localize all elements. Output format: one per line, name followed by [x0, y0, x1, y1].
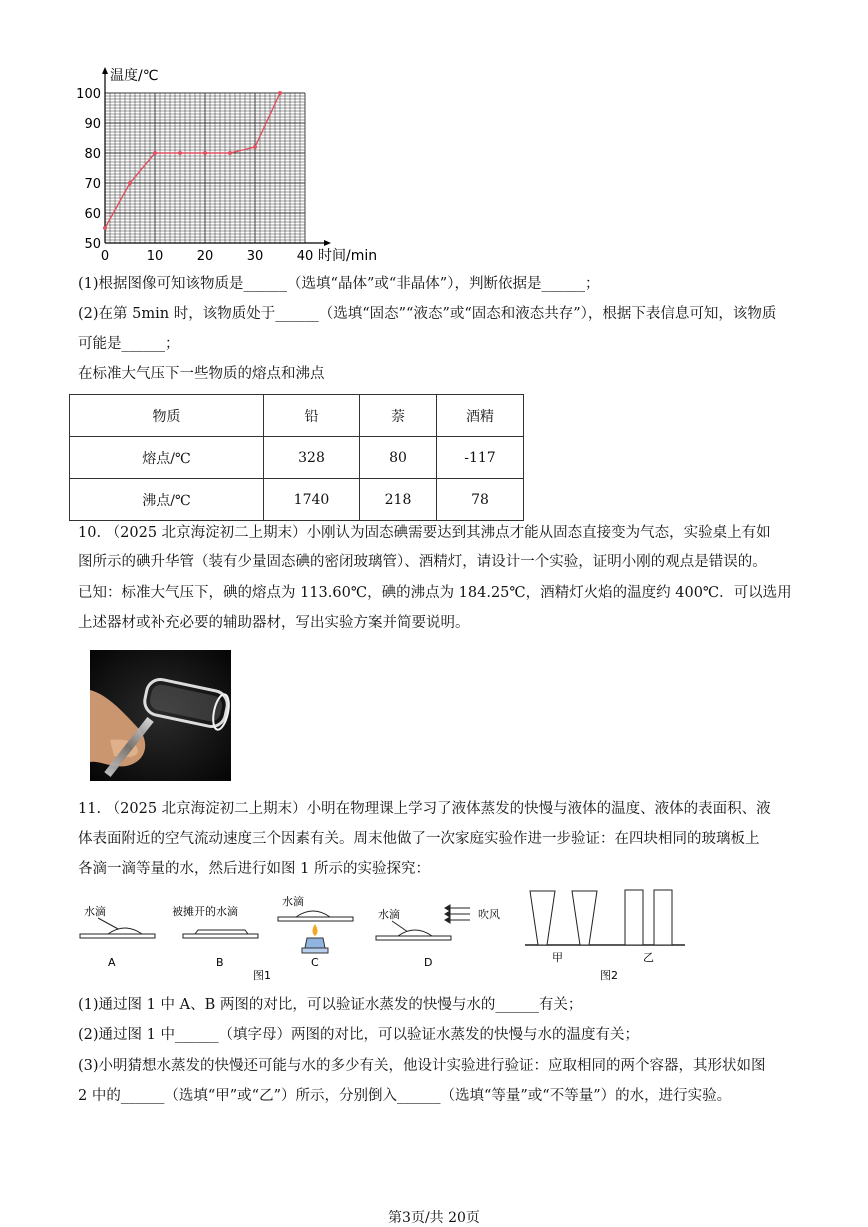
- q11-line3: 各滴一滴等量的水，然后进行如图 1 所示的实验探究：: [78, 861, 430, 877]
- fig1-c: C: [311, 956, 319, 969]
- table-cell: 沸点/℃: [70, 479, 264, 521]
- q10-line1: 10. （2025 北京海淀初二上期末）小刚认为固态碘需要达到其沸点才能从固态直接变为气态，实验桌上有如: [78, 525, 771, 541]
- fig1-label-c: 水滴: [282, 895, 304, 908]
- figure-2-containers: [525, 885, 690, 985]
- q9-line1: (1)根据图像可知该物质是______（选填“晶体”或“非晶体”），判断依据是______；: [78, 276, 600, 292]
- q11-sub3b: 2 中的______（选填“甲”或“乙”）所示，分别倒入______（选填“等量”或“不等量”）的水，进行实验。: [78, 1088, 732, 1104]
- table-cell: 80: [360, 437, 437, 479]
- series-line: [105, 93, 280, 228]
- x-tick-label: 40: [296, 249, 314, 264]
- q10-line4: 上述器材或补充必要的辅助器材，写出实验方案并简要说明。: [78, 615, 470, 631]
- table-header-cell: 铅: [264, 395, 360, 437]
- wind-label: 吹风: [478, 908, 500, 921]
- data-point: [153, 151, 157, 155]
- fig2-jia: 甲: [552, 951, 563, 964]
- temperature-time-chart: [70, 60, 390, 270]
- x-tick-label: 30: [246, 249, 264, 264]
- table-cell: 熔点/℃: [70, 437, 264, 479]
- data-point: [278, 91, 282, 95]
- melting-boiling-table: [69, 394, 524, 521]
- x-tick-label: 20: [196, 249, 214, 264]
- y-tick-label: 90: [84, 117, 101, 132]
- fig1-b: B: [216, 956, 224, 969]
- data-point: [103, 226, 107, 230]
- data-point: [203, 151, 207, 155]
- q10-line3: 已知：标准大气压下，碘的熔点为 113.60℃，碘的沸点为 184.25℃，酒精灯火焰的温度约 400℃．可以选用: [78, 585, 792, 601]
- table-row: [70, 479, 524, 521]
- y-axis-arrow-icon: [102, 67, 108, 74]
- chart-grid: [105, 93, 305, 243]
- fig1-label-a: 水滴: [84, 905, 106, 918]
- table-cell: -117: [437, 437, 524, 479]
- fig1-d: D: [424, 956, 433, 969]
- q9-line2: (2)在第 5min 时，该物质处于______（选填“固态”“液态”或“固态和液态共存”），根据下表信息可知，该物质: [78, 306, 777, 322]
- fig1-caption: 图1: [253, 969, 271, 982]
- q9-line3: 可能是______；: [78, 336, 180, 352]
- x-tick-label: 0: [100, 249, 110, 264]
- y-tick-label: 50: [84, 237, 101, 252]
- data-point: [253, 145, 257, 149]
- q10-line2: 图所示的碘升华管（装有少量固态碘的密闭玻璃管）、酒精灯，请设计一个实验，证明小刚的观点是错误的。: [78, 554, 767, 570]
- q11-sub3a: (3)小明猜想水蒸发的快慢还可能与水的多少有关，他设计实验进行验证：应取相同的两个容器，其形状如图: [78, 1058, 766, 1074]
- y-axis-label: 温度/℃: [110, 68, 159, 84]
- y-tick-label: 80: [84, 147, 101, 162]
- fig1-label-b: 被摊开的水滴: [172, 905, 238, 918]
- fig1-label-d: 水滴: [378, 908, 400, 921]
- fig2-caption: 图2: [600, 969, 618, 982]
- x-axis-label: 时间/min: [318, 248, 378, 264]
- data-point: [178, 151, 182, 155]
- y-tick-label: 100: [76, 87, 101, 102]
- q11-line2: 体表面附近的空气流动速度三个因素有关。周末他做了一次家庭实验作进一步验证：在四块相同的玻璃板上: [78, 831, 760, 847]
- x-tick-label: 10: [146, 249, 164, 264]
- table-cell: 78: [437, 479, 524, 521]
- table-header-cell: 物质: [70, 395, 264, 437]
- q11-sub1: (1)通过图 1 中 A、B 两图的对比，可以验证水蒸发的快慢与水的______有关；: [78, 997, 583, 1013]
- table-cell: 1740: [264, 479, 360, 521]
- page-footer: 第3页/共 20页: [388, 1210, 480, 1226]
- table-caption: 在标准大气压下一些物质的熔点和沸点: [78, 366, 325, 382]
- x-axis-arrow-icon: [324, 240, 331, 246]
- data-point: [128, 181, 132, 185]
- fig1-a: A: [108, 956, 116, 969]
- table-row: [70, 437, 524, 479]
- y-tick-label: 70: [84, 177, 101, 192]
- figure-1-evaporation-setups: [70, 890, 470, 985]
- table-cell: 218: [360, 479, 437, 521]
- chart-ticks: [76, 87, 313, 264]
- iodine-sublimation-tube-photo: [90, 650, 231, 781]
- flame-icon: [313, 924, 318, 936]
- data-point: [228, 151, 232, 155]
- wind-arrows-icon: [445, 905, 470, 923]
- table-header-cell: 萘: [360, 395, 437, 437]
- q11-sub2: (2)通过图 1 中______（填字母）两图的对比，可以验证水蒸发的快慢与水的温度有关；: [78, 1027, 639, 1043]
- table-header-cell: 酒精: [437, 395, 524, 437]
- q11-line1: 11. （2025 北京海淀初二上期末）小明在物理课上学习了液体蒸发的快慢与液体的温度、液体的表面积、液: [78, 801, 771, 817]
- fig2-yi: 乙: [643, 951, 654, 964]
- table-header-row: [70, 395, 524, 437]
- table-cell: 328: [264, 437, 360, 479]
- y-tick-label: 60: [84, 207, 101, 222]
